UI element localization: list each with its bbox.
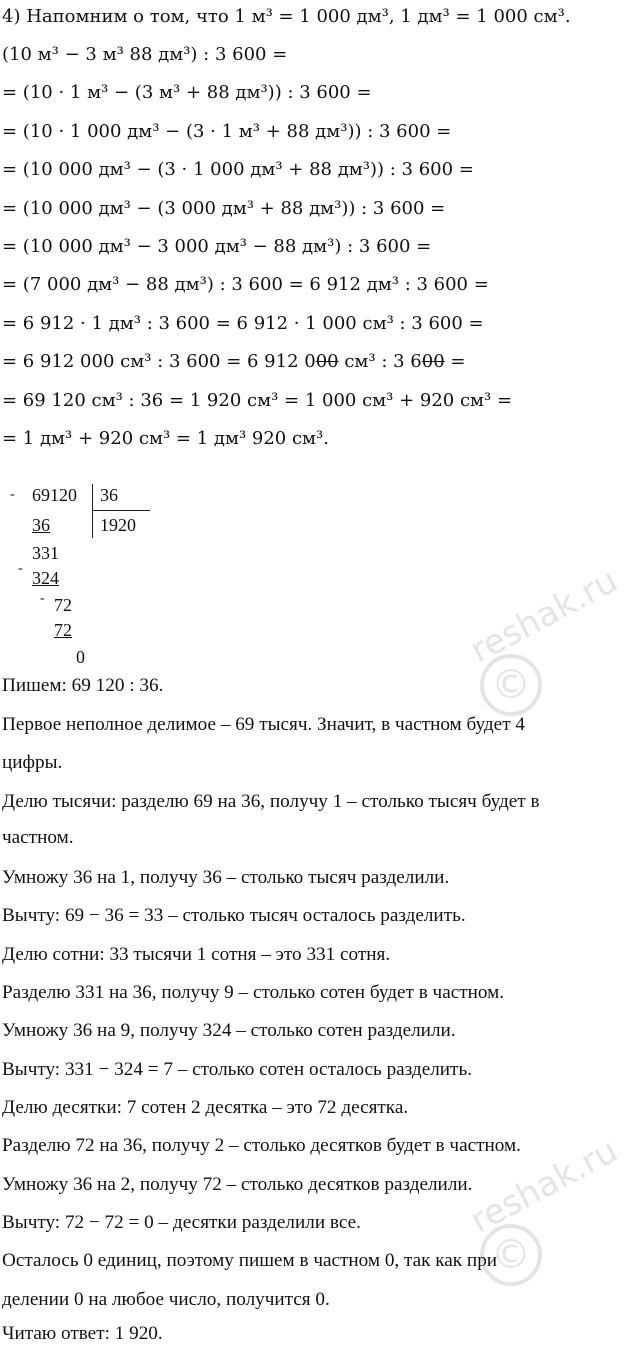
text-line-18: Читаю ответ: 1 920. [2, 1323, 163, 1344]
copyright-icon: © [480, 654, 542, 716]
calc-line-11: = 69 120 см³ : 36 = 1 920 см³ = 1 000 см³ + 920 см³ = [2, 390, 513, 411]
dividend: 69120 [32, 485, 77, 505]
minus-sign-1: - [10, 487, 15, 502]
text-line-14: Умножу 36 на 2, получу 72 – столько десятков разделили. [2, 1174, 473, 1195]
calc-line-2: (10 м³ − 3 м³ 88 дм³) : 3 600 = [2, 44, 288, 65]
calc-line-12: = 1 дм³ + 920 см³ = 1 дм³ 920 см³. [2, 428, 329, 449]
struck-zeros-2: 00 [421, 351, 445, 372]
text-line-12: Делю десятки: 7 сотен 2 десятка – это 72 десятка. [2, 1097, 409, 1118]
remainder-2: 72 [54, 595, 72, 615]
minus-sign-3: - [40, 591, 45, 606]
final-remainder: 0 [76, 647, 85, 667]
copyright-icon: © [480, 1224, 542, 1286]
calc-line-10-middle: см³ : 3 6 [338, 351, 422, 372]
subtrahend-3: 72 [54, 620, 72, 640]
struck-zeros-1: 00 [315, 351, 339, 372]
calc-line-9: = 6 912 · 1 дм³ : 3 600 = 6 912 · 1 000 см³ : 3 600 = [2, 313, 484, 334]
watermark-text-1: reshak.ru [464, 560, 625, 672]
calc-line-5: = (10 000 дм³ − (3 · 1 000 дм³ + 88 дм³)) : 3 600 = [2, 159, 474, 180]
text-line-16: Осталось 0 единиц, поэтому пишем в частном 0, так как при [2, 1250, 498, 1271]
text-line-15: Вычту: 72 − 72 = 0 – десятки разделили все. [2, 1212, 361, 1233]
division-vertical-line [92, 484, 93, 538]
calc-line-4: = (10 · 1 000 дм³ − (3 · 1 м³ + 88 дм³)) : 3 600 = [2, 121, 452, 142]
subtrahend-2: 324 [32, 568, 59, 588]
text-line-10: Умножу 36 на 9, получу 324 – столько сотен разделили. [2, 1020, 456, 1041]
text-line-3: цифры. [2, 752, 63, 773]
divisor: 36 [100, 485, 118, 505]
calc-line-10-before: = 6 912 000 см³ : 3 600 = 6 912 0 [2, 351, 316, 372]
calc-line-8: = (7 000 дм³ − 88 дм³) : 3 600 = 6 912 дм³ : 3 600 = [2, 274, 489, 295]
watermark-1 [460, 560, 625, 770]
calc-line-10 [2, 350, 465, 374]
text-line-7: Вычту: 69 − 36 = 33 – столько тысяч осталось разделить. [2, 905, 466, 926]
text-line-1: Пишем: 69 120 : 36. [2, 675, 164, 696]
watermark-text-2: reshak.ru [464, 1130, 625, 1242]
text-line-17: делении 0 на любое число, получится 0. [2, 1289, 330, 1310]
text-line-5: частном. [2, 827, 74, 848]
calc-line-10-after: = [444, 351, 466, 372]
text-line-8: Делю сотни: 33 тысячи 1 сотня – это 331 сотня. [2, 944, 391, 965]
calc-line-6: = (10 000 дм³ − (3 000 дм³ + 88 дм³)) : 3 600 = [2, 198, 446, 219]
calc-line-7: = (10 000 дм³ − 3 000 дм³ − 88 дм³) : 3 600 = [2, 236, 432, 257]
text-line-2: Первое неполное делимое – 69 тысяч. Значит, в частном будет 4 [2, 714, 525, 735]
text-line-13: Разделю 72 на 36, получу 2 – столько десятков будет в частном. [2, 1135, 521, 1156]
long-division [0, 482, 200, 672]
subtrahend-1: 36 [32, 515, 50, 535]
text-line-11: Вычту: 331 − 324 = 7 – столько сотен осталось разделить. [2, 1059, 472, 1080]
calc-line-3: = (10 · 1 м³ − (3 м³ + 88 дм³)) : 3 600 = [2, 82, 372, 103]
division-horizontal-line [92, 510, 150, 511]
text-line-9: Разделю 331 на 36, получу 9 – столько сотен будет в частном. [2, 982, 505, 1003]
minus-sign-2: - [18, 561, 23, 576]
remainder-1: 331 [32, 543, 59, 563]
text-line-6: Умножу 36 на 1, получу 36 – столько тысяч разделили. [2, 867, 450, 888]
quotient: 1920 [100, 515, 136, 535]
calc-line-1: 4) Напомним о том, что 1 м³ = 1 000 дм³, 1 дм³ = 1 000 см³. [2, 6, 571, 27]
text-line-4: Делю тысячи: разделю 69 на 36, получу 1 – столько тысяч будет в [2, 791, 540, 812]
